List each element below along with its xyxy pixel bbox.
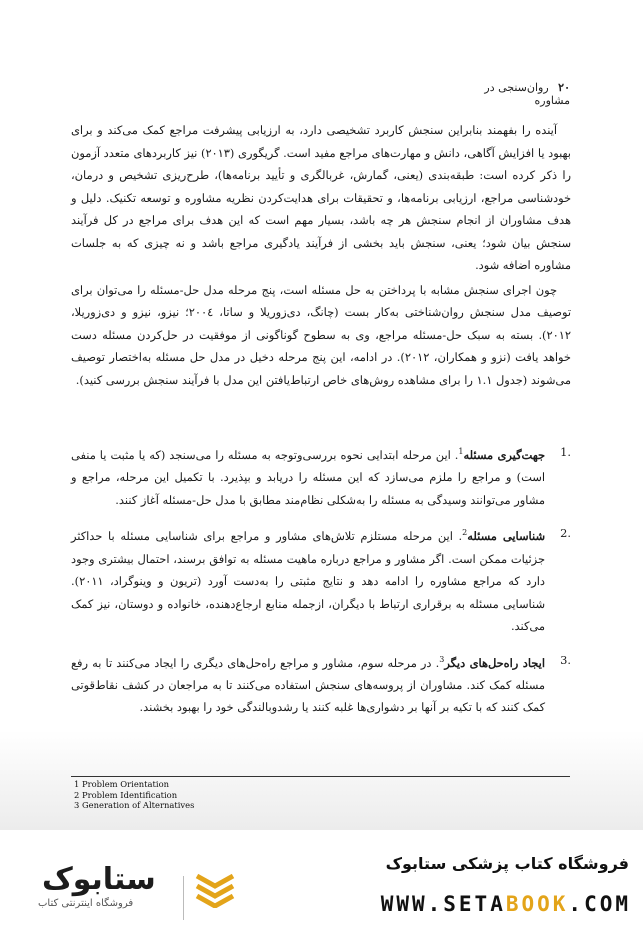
banner-divider	[183, 876, 184, 920]
list-marker: .3	[560, 652, 571, 667]
url-suffix: .COM	[568, 892, 631, 916]
paragraph-1: آینده را بفهمند بنابراین سنجش کاربرد تشخیصی دارد، به ارزیابی پیشرفت مراجع کمک می‌کند و برای بهبود یا افزایش آگاهی، دانش و مهارت‌های مراجع مفید است. گریگوری (۲۰۱۳) نیز کاربردهای متعدد آزمون را ذکر کرده است: طبقه‌بندی (یعنی، گمارش، غربالگری و تأیید برنامه‌ها)، طرح‌ریزی تشخیص و درمان، خودشناسی مراجع، ارزیابی برنامه‌ها، و تحقیقات برای هدایت‌کردن نظریه مشاوره و توسعه تکنیک. دلیل و هدف مشاوران از انجام سنجش هر چه باشد، بسیار مهم است که این هدف برای مراجع در کل فرآیند سنجش بیان شود؛ یعنی، سنجش باید بخشی از فرآیند یادگیری مراجع باشد و نه چیزی که به جلسات مشاوره اضافه شود.	[71, 123, 571, 272]
footnote: 2 Problem Identification	[74, 789, 178, 800]
store-banner	[0, 850, 643, 926]
running-title: روان‌سنجی در مشاوره	[484, 81, 570, 107]
store-url[interactable]	[381, 892, 631, 916]
running-header	[455, 81, 570, 107]
numbered-list	[71, 441, 571, 730]
list-term: جهت‌گیری مسئله	[463, 447, 545, 462]
body-text	[71, 119, 571, 391]
store-logo	[28, 860, 188, 918]
list-marker: .2	[560, 526, 571, 541]
page-number: ۲۰	[558, 81, 570, 94]
logo-text: ستابوک	[42, 862, 156, 897]
list-item	[71, 441, 571, 511]
list-text: . در مرحله سوم، مشاور و مراجع راه‌حل‌های دیگری را ایجاد می‌کنند تا به رفع مسئله کمک کند. مشاوران از پروسه‌های سنجش استفاده می‌کنند تا به مراجعان در کشف نقاط‌قوتی کمک کنند که با تکیه بر آنها بر دشواری‌ها غلبه کنند یا رشدوبالندگی خود را بهبود بخشند.	[71, 655, 545, 715]
list-text: . این مرحله مستلزم تلاش‌های مشاور و مراجع برای شناسایی مسئله با حداکثر جزئیات ممکن است. اگر مشاور و مراجع درباره ماهیت مسئله به توافق برسند، احتمال بیشتری وجود دارد که مراجع مشاوره را ادامه دهد و نتایج مثبتی را به‌دست آورد (تریون و وینوگراد، ۲۰۱۱). شناسایی مسئله به برقراری ارتباط با دیگران، ازجمله منابع ارجاع‌دهنده، خانواده و دوستان، نیز کمک می‌کند.	[71, 529, 545, 634]
footnote: 1 Problem Orientation	[74, 779, 170, 789]
footnote: 3 Generation of Alternatives	[74, 800, 195, 810]
footnote-ref: 1	[458, 447, 464, 456]
list-term: ایجاد راه‌حل‌های دیگر	[444, 655, 545, 670]
footnote-divider	[71, 776, 570, 777]
list-item	[71, 649, 571, 719]
footnotes	[74, 779, 194, 811]
footnote-ref: 3	[439, 654, 445, 664]
paragraph-2: چون اجرای سنجش مشابه با پرداختن به حل مسئله است، پنج مرحله مدل حل-مسئله را می‌توان برای توصیف مدل سنجش روان‌شناختی به‌کار بست (چانگ، دی‌زوریلا و ساتا، ۲۰۰٤؛ نیزو، نیزو و دی‌زوریلا، ۲۰۱۲). بسته به سبک حل-مسئله مراجع، وی به سطوح گوناگونی از موفقیت در حل‌کردن مسئله دست خواهد یافت (نزو و همکاران، ۲۰۱۲). در ادامه، این پنج مرحله دخیل در مدل حل مسئله به‌اختصار توصیف می‌شوند (جدول ۱.۱ را برای مشاهده روش‌های خاص ارتباط‌یافتن این مدل با فرآیند سنجش بررسی کنید).	[71, 282, 571, 387]
list-marker: .1	[560, 445, 571, 459]
logo-tagline: فروشگاه اینترنتی کتاب	[38, 898, 134, 909]
chevron-stack-icon	[195, 872, 235, 908]
list-text: . این مرحله ابتدایی نحوه بررسی‌وتوجه به مسئله را می‌سنجد (که یا مثبت یا منفی است) و مراجع را ملزم می‌سازد که این مسئله را دریابد و بپذیرد. با تکمیل این مرحله، مراجع و مشاور می‌توانند وسیدگی به مسئله را به‌شکلی نظام‌مند مطابق با مدل حل-مسئله آغاز کنند.	[71, 447, 545, 507]
store-name: فروشگاه کتاب پزشکی ستابوک	[385, 854, 629, 873]
url-prefix: WWW.SETA	[380, 892, 506, 916]
list-item	[71, 522, 571, 637]
footnote-ref: 2	[462, 528, 468, 538]
url-accent: BOOK	[505, 892, 569, 916]
list-term: شناسایی مسئله	[467, 529, 545, 544]
